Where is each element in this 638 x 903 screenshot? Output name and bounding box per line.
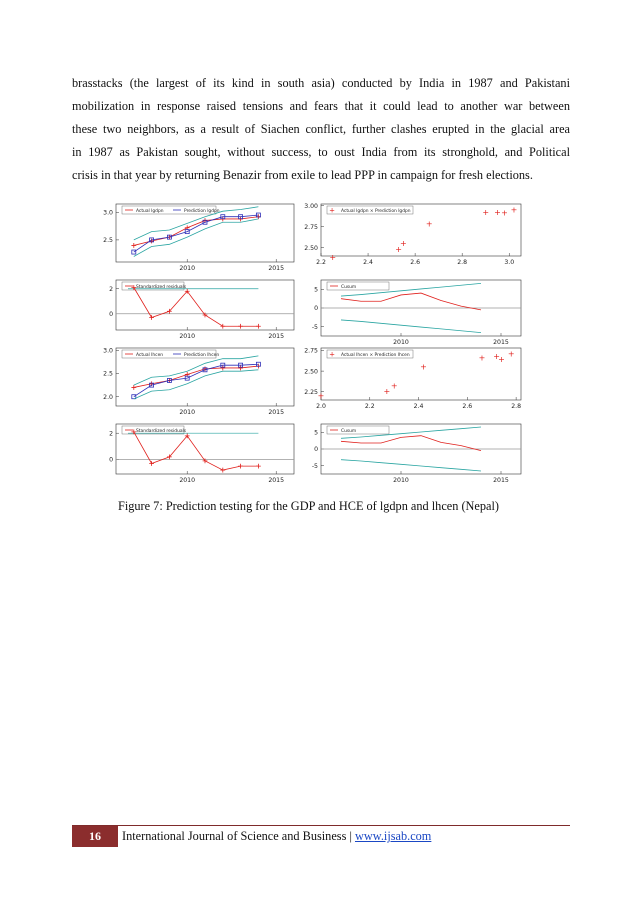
y-tick-label: 2.5	[103, 370, 113, 378]
x-tick-label: 2010	[179, 477, 196, 484]
chart-legend	[122, 206, 220, 214]
scatter-point: +	[400, 238, 407, 248]
scatter-point: +	[425, 219, 433, 229]
scatter-point: +	[390, 381, 398, 391]
y-tick-label: 2.5	[103, 237, 113, 245]
chart-panel-lhcen-standardized-residuals	[109, 424, 294, 484]
scatter-point: +	[498, 355, 505, 365]
chart-panel-lgdpn-cusum	[312, 280, 521, 346]
data-point	[238, 324, 243, 329]
y-tick-label: 2.0	[103, 393, 113, 401]
prediction-test-figure	[88, 198, 543, 488]
scatter-point: +	[510, 205, 518, 215]
legend-label: Actual lhcen × Prediction lhcen	[341, 353, 410, 359]
scatter-point: +	[317, 391, 325, 401]
x-tick-label: 2010	[179, 409, 196, 416]
chart-panel-lgdpn-actual-x-prediction	[304, 203, 521, 266]
data-point	[149, 461, 154, 466]
series-line	[134, 432, 259, 470]
scatter-point: +	[482, 207, 490, 217]
legend-marker: +	[329, 206, 335, 215]
x-tick-label: 2.2	[316, 259, 326, 266]
data-point	[220, 324, 225, 329]
x-tick-label: 2.0	[316, 403, 326, 410]
y-tick-label: 2.25	[304, 388, 318, 396]
x-tick-label: 2.4	[413, 403, 424, 410]
body-line: these two neighbors, as a result of Siachen conflict, further clashes erupted in the glacial area	[72, 122, 570, 136]
journal-link[interactable]: www.ijsab.com	[354, 829, 432, 843]
chart-legend	[327, 350, 413, 359]
scatter-point: +	[507, 349, 515, 359]
page-number: 16	[72, 826, 118, 847]
chart-legend	[327, 282, 389, 290]
chart-legend	[327, 426, 389, 434]
chart-panel-lgdpn-standardized-residuals	[109, 280, 294, 340]
y-tick-label: 0	[109, 456, 113, 464]
chart-panel-lgdpn-actual-vs-prediction	[103, 204, 294, 272]
x-tick-label: 2010	[393, 477, 409, 484]
y-tick-label: 3.0	[103, 209, 113, 217]
y-tick-label: 2.50	[304, 368, 318, 376]
legend-label: Actual lhcen	[136, 353, 164, 359]
y-tick-label: 2.75	[304, 347, 318, 355]
x-tick-label: 2010	[393, 339, 409, 346]
y-tick-label: 5	[314, 429, 318, 437]
x-tick-label: 2015	[493, 477, 509, 484]
cusum-line	[341, 293, 481, 310]
data-point	[256, 464, 261, 469]
chart-panel-lhcen-cusum	[312, 424, 521, 484]
scatter-point: +	[329, 253, 337, 263]
legend-label: Cusum	[341, 285, 357, 291]
data-point	[256, 324, 261, 329]
y-tick-label: 0	[314, 305, 318, 313]
x-tick-label: 2010	[179, 265, 196, 272]
scatter-point: +	[501, 208, 508, 218]
series-line	[134, 364, 259, 396]
legend-label: Prediction lhcen	[184, 353, 220, 359]
body-line: crisis in that year by returning Benazir from exile to lead PPP in campaign for fresh elections.	[72, 168, 533, 182]
footer-separator: |	[349, 829, 352, 843]
y-tick-label: 5	[314, 286, 318, 294]
chart-legend	[122, 350, 219, 358]
data-point	[149, 315, 154, 320]
legend-label: Actual lgdpn	[136, 209, 164, 215]
data-point	[131, 385, 136, 390]
legend-label: Standardized residuals	[136, 429, 187, 435]
figure-caption: Figure 7: Prediction testing for the GDP and HCE of lgdpn and lhcen (Nepal)	[118, 499, 500, 513]
data-point	[238, 464, 243, 469]
body-line: brasstacks (the largest of its kind in south asia) conducted by India in 1987 and Pakistani	[72, 76, 570, 90]
chart-legend	[327, 206, 413, 215]
body-paragraph	[72, 72, 570, 187]
scatter-point: +	[395, 244, 402, 254]
x-tick-label: 2.8	[457, 259, 468, 266]
legend-label: Standardized residuals	[136, 285, 187, 291]
scatter-point: +	[420, 362, 427, 372]
chart-panel-lhcen-actual-vs-prediction	[103, 348, 294, 416]
x-tick-label: 2.6	[410, 259, 421, 266]
x-tick-label: 2.6	[462, 403, 473, 410]
body-line: in 1987 as Pakistan sought, without success, to oust India from its stronghold, and Political	[72, 145, 570, 159]
x-tick-label: 2010	[179, 333, 196, 340]
body-line: mobilization in response raised tensions and fears that it could lead to another war between	[72, 99, 570, 113]
y-tick-label: 2.75	[304, 223, 318, 231]
scatter-point: +	[383, 387, 391, 397]
x-tick-label: 2015	[493, 339, 509, 346]
data-point	[220, 468, 225, 473]
cusum-bound-line	[341, 460, 481, 471]
data-point	[131, 243, 136, 248]
x-tick-label: 3.0	[504, 259, 515, 266]
y-tick-label: 2	[109, 430, 113, 438]
cusum-bound-line	[341, 320, 481, 333]
cusum-line	[341, 436, 481, 451]
legend-label: Prediction lgdpn	[184, 209, 220, 215]
x-tick-label: 2.8	[511, 403, 522, 410]
y-tick-label: 2.50	[304, 244, 318, 252]
y-tick-label: 0	[109, 310, 113, 318]
y-tick-label: 0	[314, 446, 318, 454]
scatter-point: +	[493, 351, 500, 361]
x-tick-label: 2015	[268, 477, 285, 484]
scatter-point: +	[494, 207, 501, 217]
x-tick-label: 2.2	[364, 403, 375, 410]
y-tick-label: 3.0	[103, 347, 113, 355]
y-tick-label: -5	[311, 323, 318, 331]
x-tick-label: 2015	[268, 333, 285, 340]
legend-marker: +	[329, 350, 335, 359]
x-tick-label: 2.4	[363, 259, 373, 266]
legend-label: Actual lgdpn × Prediction lgdpn	[341, 209, 411, 215]
y-tick-label: 2	[109, 285, 113, 293]
x-tick-label: 2015	[268, 265, 285, 272]
x-tick-label: 2015	[268, 409, 285, 416]
journal-name: International Journal of Science and Business	[122, 829, 347, 843]
page-footer	[72, 825, 570, 847]
legend-label: Cusum	[341, 429, 357, 435]
band-line	[134, 356, 259, 385]
y-tick-label: -5	[311, 462, 318, 470]
y-tick-label: 3.00	[304, 202, 318, 210]
series-line	[134, 288, 259, 327]
chart-panel-lhcen-actual-x-prediction	[304, 348, 521, 410]
scatter-point: +	[478, 353, 486, 363]
footer-text	[122, 826, 431, 847]
